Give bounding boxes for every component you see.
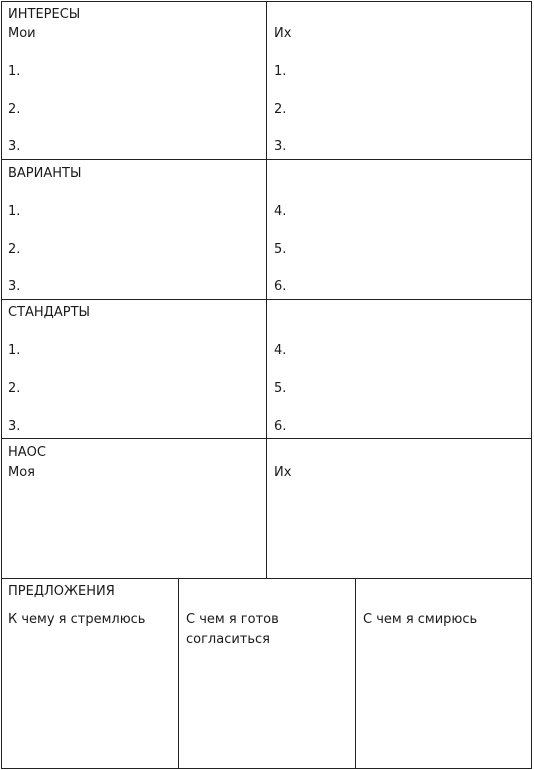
proposals-agree-label: С чем я готов согласиться bbox=[186, 612, 279, 647]
options-right-item-5: 5. bbox=[274, 242, 287, 257]
interests-theirs-label: Их bbox=[274, 26, 292, 41]
interests-mine-label: Мои bbox=[8, 26, 36, 41]
batna-mine-label: Моя bbox=[8, 465, 35, 480]
interests-title: ИНТЕРЕСЫ bbox=[8, 7, 81, 22]
batna-title: НАОС bbox=[8, 445, 46, 460]
options-left-item-3: 3. bbox=[8, 279, 21, 294]
options-left-item-2: 2. bbox=[8, 242, 21, 257]
interests-right-item-2: 2. bbox=[274, 102, 287, 117]
standards-left-item-1: 1. bbox=[8, 343, 21, 358]
standards-right-item-4: 4. bbox=[274, 343, 287, 358]
proposals-divider-1 bbox=[178, 578, 179, 769]
interests-left-item-3: 3. bbox=[8, 139, 21, 154]
standards-left-item-3: 3. bbox=[8, 419, 21, 434]
proposals-accept-label: С чем я смирюсь bbox=[363, 612, 478, 627]
options-right-item-6: 6. bbox=[274, 279, 287, 294]
proposals-title: ПРЕДЛОЖЕНИЯ bbox=[8, 584, 115, 599]
standards-left-item-2: 2. bbox=[8, 381, 21, 396]
interests-right-item-3: 3. bbox=[274, 139, 287, 154]
proposals-aspire-label: К чему я стремлюсь bbox=[8, 612, 146, 627]
batna-theirs-label: Их bbox=[274, 465, 292, 480]
options-title: ВАРИАНТЫ bbox=[8, 166, 82, 181]
proposals-divider-2 bbox=[355, 578, 356, 769]
interests-right-item-1: 1. bbox=[274, 64, 287, 79]
standards-right-item-5: 5. bbox=[274, 381, 287, 396]
standards-right-item-6: 6. bbox=[274, 419, 287, 434]
options-left-item-1: 1. bbox=[8, 204, 21, 219]
center-column-divider bbox=[266, 1, 267, 579]
standards-title: СТАНДАРТЫ bbox=[8, 305, 90, 320]
interests-left-item-2: 2. bbox=[8, 102, 21, 117]
interests-left-item-1: 1. bbox=[8, 64, 21, 79]
options-right-item-4: 4. bbox=[274, 204, 287, 219]
